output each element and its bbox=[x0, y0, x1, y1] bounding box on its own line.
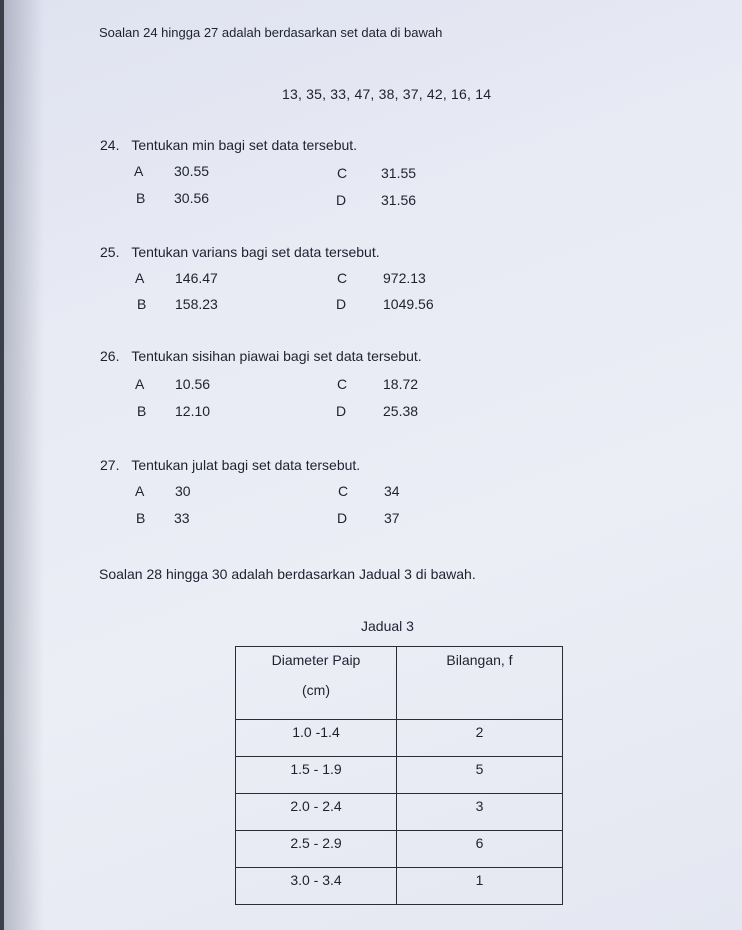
option-25-b: B 158.23 bbox=[137, 296, 218, 312]
question-text: Tentukan sisihan piawai bagi set data tersebut. bbox=[131, 348, 422, 364]
option-24-b: B 30.56 bbox=[136, 190, 210, 206]
table-cell-frequency: 6 bbox=[397, 831, 563, 868]
table-caption: Jadual 3 bbox=[361, 618, 414, 634]
table-cell-diameter: 3.0 - 3.4 bbox=[236, 868, 397, 905]
question-27 bbox=[100, 457, 360, 473]
option-26-c: C 18.72 bbox=[337, 376, 419, 392]
table-row bbox=[236, 794, 563, 831]
table-cell-frequency: 3 bbox=[397, 794, 563, 831]
table-row bbox=[236, 757, 563, 794]
question-25 bbox=[100, 244, 380, 260]
table-cell-frequency: 1 bbox=[397, 868, 563, 905]
question-text: Tentukan julat bagi set data tersebut. bbox=[131, 457, 361, 473]
question-number: 25. bbox=[100, 244, 120, 260]
table-cell-diameter: 2.5 - 2.9 bbox=[236, 831, 397, 868]
frequency-table bbox=[235, 646, 563, 905]
option-24-a: A 30.55 bbox=[134, 163, 210, 179]
table-intro-text: Soalan 28 hingga 30 adalah berdasarkan Jadual 3 di bawah. bbox=[99, 566, 476, 582]
table-cell-diameter: 2.0 - 2.4 bbox=[236, 794, 397, 831]
option-27-c: C 34 bbox=[338, 483, 400, 499]
intro-text: Soalan 24 hingga 27 adalah berdasarkan set data di bawah bbox=[99, 25, 443, 40]
question-text: Tentukan varians bagi set data tersebut. bbox=[131, 244, 380, 260]
question-number: 26. bbox=[100, 348, 120, 364]
option-26-d: D 25.38 bbox=[336, 403, 419, 419]
option-24-c: C 31.55 bbox=[337, 165, 417, 181]
table-row bbox=[236, 720, 563, 757]
data-set: 13, 35, 33, 47, 38, 37, 42, 16, 14 bbox=[282, 86, 492, 102]
table-cell-diameter: 1.0 -1.4 bbox=[236, 720, 397, 757]
header-frequency: Bilangan, f bbox=[397, 647, 563, 720]
header-diameter: Diameter Paip (cm) bbox=[236, 647, 397, 720]
option-26-b: B 12.10 bbox=[137, 403, 211, 419]
question-text: Tentukan min bagi set data tersebut. bbox=[131, 137, 358, 153]
question-26 bbox=[100, 348, 422, 364]
table-row bbox=[236, 868, 563, 905]
option-27-a: A 30 bbox=[135, 483, 191, 499]
option-25-c: C 972.13 bbox=[337, 270, 426, 286]
option-27-d: D 37 bbox=[337, 510, 400, 526]
option-26-a: A 10.56 bbox=[135, 376, 211, 392]
option-25-d: D 1049.56 bbox=[336, 296, 434, 312]
table-cell-frequency: 2 bbox=[397, 720, 563, 757]
table-cell-frequency: 5 bbox=[397, 757, 563, 794]
option-25-a: A 146.47 bbox=[135, 270, 218, 286]
table-cell-diameter: 1.5 - 1.9 bbox=[236, 757, 397, 794]
table-row bbox=[236, 831, 563, 868]
question-24 bbox=[100, 137, 357, 153]
option-27-b: B 33 bbox=[136, 510, 190, 526]
page-shadow bbox=[4, 0, 44, 930]
exam-paper bbox=[4, 0, 742, 930]
question-number: 24. bbox=[100, 137, 120, 153]
table-header-row bbox=[236, 647, 563, 720]
question-number: 27. bbox=[100, 457, 120, 473]
option-24-d: D 31.56 bbox=[336, 192, 417, 208]
